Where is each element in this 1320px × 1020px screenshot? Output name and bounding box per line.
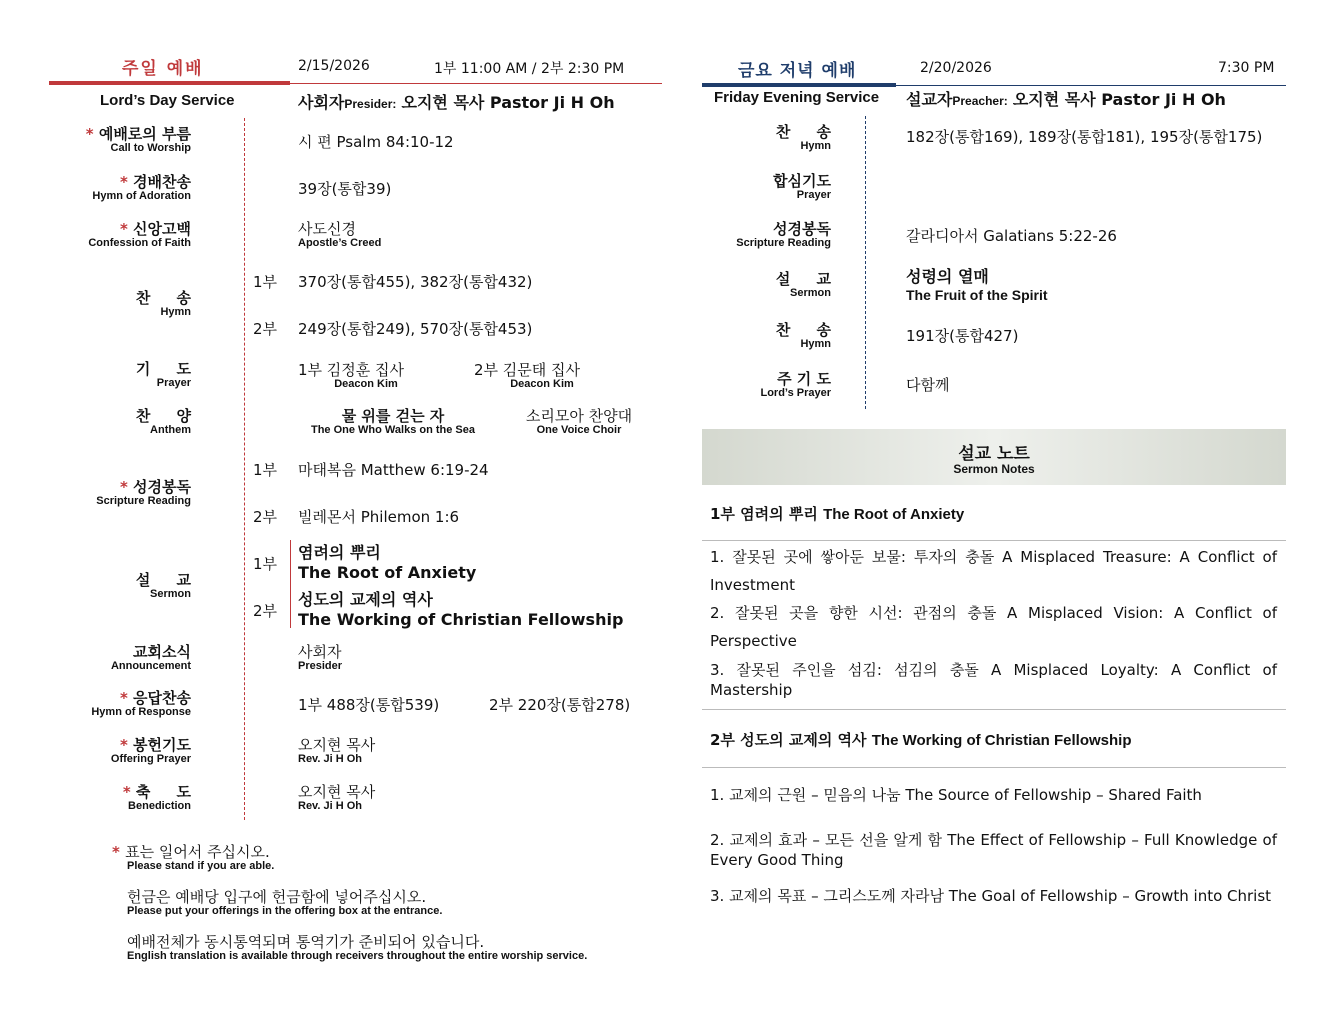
label-offering-prayer bbox=[40, 734, 191, 765]
label-en: Call to Worship bbox=[110, 142, 191, 154]
friday-label-lords-prayer bbox=[700, 368, 831, 399]
value-en: The One Who Walks on the Sea bbox=[310, 424, 475, 436]
standing-marker: * bbox=[85, 125, 99, 143]
friday-label-hymn-1 bbox=[700, 121, 831, 152]
label-en: Lord’s Prayer bbox=[760, 387, 831, 399]
label-en: Confession of Faith bbox=[88, 237, 191, 249]
notice-en: Please put your offerings in the offering box at the entrance. bbox=[127, 905, 443, 917]
label-en: Hymn of Response bbox=[91, 706, 191, 718]
label-ko: 축 도 bbox=[135, 783, 191, 801]
label-ko: 찬 송 bbox=[775, 123, 831, 141]
standing-marker: * bbox=[119, 689, 134, 707]
notice-standing bbox=[112, 841, 274, 872]
label-en: Hymn of Adoration bbox=[92, 190, 191, 202]
sermon-marker-line bbox=[290, 540, 291, 628]
label-en: Hymn bbox=[800, 338, 831, 350]
label-ko: 교회소식 bbox=[133, 643, 191, 661]
label-ko: 봉헌기도 bbox=[133, 736, 191, 754]
label-en: Offering Prayer bbox=[110, 753, 191, 765]
offering-value bbox=[298, 734, 375, 765]
notes-part1-heading bbox=[710, 503, 964, 524]
heading-ko: 2부 성도의 교제의 역사 bbox=[710, 731, 867, 749]
label-en: Sermon bbox=[790, 287, 831, 299]
standing-marker: * bbox=[119, 173, 134, 191]
label-call-to-worship bbox=[40, 123, 191, 154]
label-ko: 경배찬송 bbox=[133, 173, 191, 191]
value-en: Deacon Kim bbox=[334, 378, 398, 390]
notes-part2-point-1: 1. 교제의 근원 – 믿음의 나눔 The Source of Fellowship – Shared Faith bbox=[710, 786, 1202, 804]
sermon-title-1-ko: 염려의 뿌리 bbox=[298, 543, 381, 562]
notes-part1-point-1: 1. 잘못된 곳에 쌓아둔 보물: 투자의 충돌 A Misplaced Treasure: A Conflict of Investment bbox=[710, 548, 1277, 594]
label-sermon bbox=[40, 569, 191, 600]
label-confession-of-faith bbox=[40, 218, 191, 249]
notice-en: English translation is available through receivers throughout the entire worship service. bbox=[127, 950, 588, 962]
label-ko: 예배로의 부름 bbox=[98, 125, 191, 143]
standing-marker: * bbox=[119, 736, 134, 754]
notice-en: Please stand if you are able. bbox=[127, 860, 275, 872]
standing-marker: * bbox=[122, 783, 136, 801]
value-en: Deacon Kim bbox=[510, 378, 574, 390]
friday-divider bbox=[865, 116, 866, 409]
benediction-value bbox=[298, 781, 375, 812]
hymn-service-2: 2부 bbox=[253, 320, 278, 338]
sunday-date: 2/15/2026 bbox=[298, 58, 370, 74]
label-en: Anthem bbox=[150, 424, 191, 436]
standing-marker: * bbox=[119, 478, 134, 496]
label-en: Prayer bbox=[156, 377, 191, 389]
value-ko: 1부 김정훈 집사 bbox=[298, 361, 405, 379]
label-en: Hymn bbox=[160, 306, 191, 318]
notes-part1-rule bbox=[702, 540, 1286, 541]
friday-sermon-title-ko: 성령의 열매 bbox=[906, 267, 989, 286]
friday-label-scripture bbox=[700, 218, 831, 249]
notice-ko: 헌금은 예배당 입구에 헌금함에 넣어주십시오. bbox=[127, 888, 427, 906]
anthem-title bbox=[302, 405, 484, 436]
value-en: Rev. Ji H Oh bbox=[298, 753, 362, 765]
label-ko: 찬 송 bbox=[775, 321, 831, 339]
sunday-presider bbox=[298, 90, 615, 113]
notice-translation bbox=[127, 931, 587, 962]
friday-hymn-1-value: 182장(통합169), 189장(통합181), 195장(통합175) bbox=[906, 128, 1263, 146]
sunday-times: 1부 11:00 AM / 2부 2:30 PM bbox=[434, 61, 625, 77]
label-ko: 설 교 bbox=[135, 571, 191, 589]
sermon-title-2-en: The Working of Christian Fellowship bbox=[298, 610, 624, 629]
sermon-service-2: 2부 bbox=[253, 602, 278, 620]
notes-part2-point-3: 3. 교제의 목표 – 그리스도께 자라남 The Goal of Fellowship – Growth into Christ bbox=[710, 887, 1272, 905]
value-ko: 소리모아 찬양대 bbox=[525, 407, 633, 425]
sermon-title-1-en: The Root of Anxiety bbox=[298, 563, 477, 582]
sunday-title-underline bbox=[49, 81, 290, 85]
friday-hymn-2-value: 191장(통합427) bbox=[906, 327, 1019, 345]
value-en: Apostle’s Creed bbox=[298, 237, 382, 249]
preacher-label-en: Preacher: bbox=[952, 94, 1008, 108]
notes-part2-heading bbox=[710, 729, 1131, 750]
sunday-service-en: Lord’s Day Service bbox=[100, 92, 235, 109]
friday-time: 7:30 PM bbox=[1218, 60, 1275, 76]
label-ko: 설 교 bbox=[775, 270, 831, 288]
scripture-value-2: 빌레몬서 Philemon 1:6 bbox=[298, 508, 460, 526]
label-en: Benediction bbox=[128, 800, 191, 812]
label-prayer bbox=[40, 358, 191, 389]
prayer-value-1 bbox=[298, 359, 404, 390]
notice-offering bbox=[127, 886, 442, 917]
hymn-value-2: 249장(통합249), 570장(통합453) bbox=[298, 320, 533, 338]
sermon-service-1: 1부 bbox=[253, 555, 278, 573]
prayer-value-2 bbox=[474, 359, 580, 390]
notes-part2-point-2: 2. 교제의 효과 – 모든 선을 알게 함 The Effect of Fellowship – Full Knowledge of Every Good Thing bbox=[710, 831, 1277, 869]
scripture-service-2: 2부 bbox=[253, 508, 278, 526]
label-scripture-reading bbox=[40, 476, 191, 507]
label-announcement bbox=[40, 641, 191, 672]
value-ko: 사도신경 bbox=[298, 220, 356, 238]
label-anthem bbox=[40, 405, 191, 436]
label-ko: 신앙고백 bbox=[133, 220, 191, 238]
preacher-name: 오지현 목사 Pastor Ji H Oh bbox=[1012, 90, 1226, 109]
presider-label-en: Presider: bbox=[344, 97, 397, 111]
label-ko: 합심기도 bbox=[773, 172, 831, 190]
response-value-1: 1부 488장(통합539) bbox=[298, 696, 440, 714]
friday-sermon-title-en: The Fruit of the Spirit bbox=[906, 287, 1048, 303]
label-benediction bbox=[40, 781, 191, 812]
value-ko: 2부 김문태 집사 bbox=[474, 361, 581, 379]
friday-title-underline bbox=[702, 83, 896, 87]
sermon-notes-header bbox=[702, 429, 1286, 485]
adoration-value: 39장(통합39) bbox=[298, 180, 392, 198]
scripture-service-1: 1부 bbox=[253, 461, 278, 479]
standing-marker: * bbox=[112, 843, 126, 861]
notice-ko: 예배전체가 동시통역되며 통역기가 준비되어 있습니다. bbox=[127, 933, 485, 951]
friday-label-sermon bbox=[700, 268, 831, 299]
sunday-divider bbox=[244, 118, 245, 820]
label-hymn-of-adoration bbox=[40, 171, 191, 202]
value-en: Rev. Ji H Oh bbox=[298, 800, 362, 812]
label-ko: 성경봉독 bbox=[133, 478, 191, 496]
confession-value bbox=[298, 218, 381, 249]
label-en: Prayer bbox=[796, 189, 831, 201]
label-ko: 성경봉독 bbox=[773, 220, 831, 238]
label-en: Sermon bbox=[150, 588, 191, 600]
hymn-service-1: 1부 bbox=[253, 273, 278, 291]
notes-divider bbox=[702, 709, 1286, 710]
friday-scripture-value: 갈라디아서 Galatians 5:22-26 bbox=[906, 227, 1117, 245]
response-value-2: 2부 220장(통합278) bbox=[489, 696, 631, 714]
friday-header-rule bbox=[896, 85, 1286, 86]
label-ko: 주 기 도 bbox=[777, 370, 831, 388]
sunday-title: 주일 예배 bbox=[122, 59, 204, 79]
heading-en: The Root of Anxiety bbox=[823, 506, 965, 523]
friday-title: 금요 저녁 예배 bbox=[738, 61, 857, 81]
sunday-header-rule bbox=[290, 83, 662, 84]
heading-ko: 1부 염려의 뿌리 bbox=[710, 505, 818, 523]
friday-label-hymn-2 bbox=[700, 319, 831, 350]
presider-label-ko: 사회자 bbox=[298, 93, 345, 112]
presider-name: 오지현 목사 Pastor Ji H Oh bbox=[401, 93, 615, 112]
heading-en: The Working of Christian Fellowship bbox=[871, 732, 1132, 749]
notes-part1-point-2: 2. 잘못된 곳을 향한 시선: 관점의 충돌 A Misplaced Vision: A Conflict of Perspective bbox=[710, 604, 1277, 650]
sermon-notes-title-en: Sermon Notes bbox=[953, 462, 1035, 476]
notes-part2-rule bbox=[702, 767, 1286, 768]
friday-preacher bbox=[906, 87, 1226, 110]
value-ko: 사회자 bbox=[298, 643, 342, 661]
label-ko: 찬 양 bbox=[135, 407, 191, 425]
hymn-value-1: 370장(통합455), 382장(통합432) bbox=[298, 273, 533, 291]
anthem-choir bbox=[522, 405, 636, 436]
standing-marker: * bbox=[119, 220, 134, 238]
label-en: Announcement bbox=[110, 660, 191, 672]
notes-part1-point-3: 3. 잘못된 주인을 섬김: 섬김의 충돌 A Misplaced Loyalty: A Conflict of Mastership bbox=[710, 661, 1277, 699]
value-en: Presider bbox=[298, 660, 343, 672]
notice-ko: 표는 일어서 주십시오. bbox=[125, 843, 270, 861]
value-ko: 오지현 목사 bbox=[298, 783, 376, 801]
label-en: Scripture Reading bbox=[736, 237, 831, 249]
friday-date: 2/20/2026 bbox=[920, 60, 992, 76]
value-ko: 물 위를 걷는 자 bbox=[341, 407, 445, 425]
label-en: Hymn bbox=[800, 140, 831, 152]
label-hymn-of-response bbox=[40, 687, 191, 718]
sermon-notes-title-ko: 설교 노트 bbox=[958, 444, 1030, 464]
scripture-value-1: 마태복음 Matthew 6:19-24 bbox=[298, 461, 489, 479]
label-hymn bbox=[40, 287, 191, 318]
label-ko: 응답찬송 bbox=[133, 689, 191, 707]
label-ko: 찬 송 bbox=[135, 289, 191, 307]
value-ko: 오지현 목사 bbox=[298, 736, 376, 754]
label-ko: 기 도 bbox=[135, 360, 191, 378]
friday-label-prayer bbox=[700, 170, 831, 201]
value-en: One Voice Choir bbox=[536, 424, 622, 436]
sermon-title-2-ko: 성도의 교제의 역사 bbox=[298, 590, 433, 609]
announcement-value bbox=[298, 641, 342, 672]
friday-service-en: Friday Evening Service bbox=[714, 89, 880, 106]
call-to-worship-value: 시 편 Psalm 84:10-12 bbox=[298, 133, 454, 151]
friday-lords-prayer-value: 다함께 bbox=[906, 376, 950, 394]
preacher-label-ko: 설교자 bbox=[906, 90, 953, 109]
label-en: Scripture Reading bbox=[96, 495, 191, 507]
